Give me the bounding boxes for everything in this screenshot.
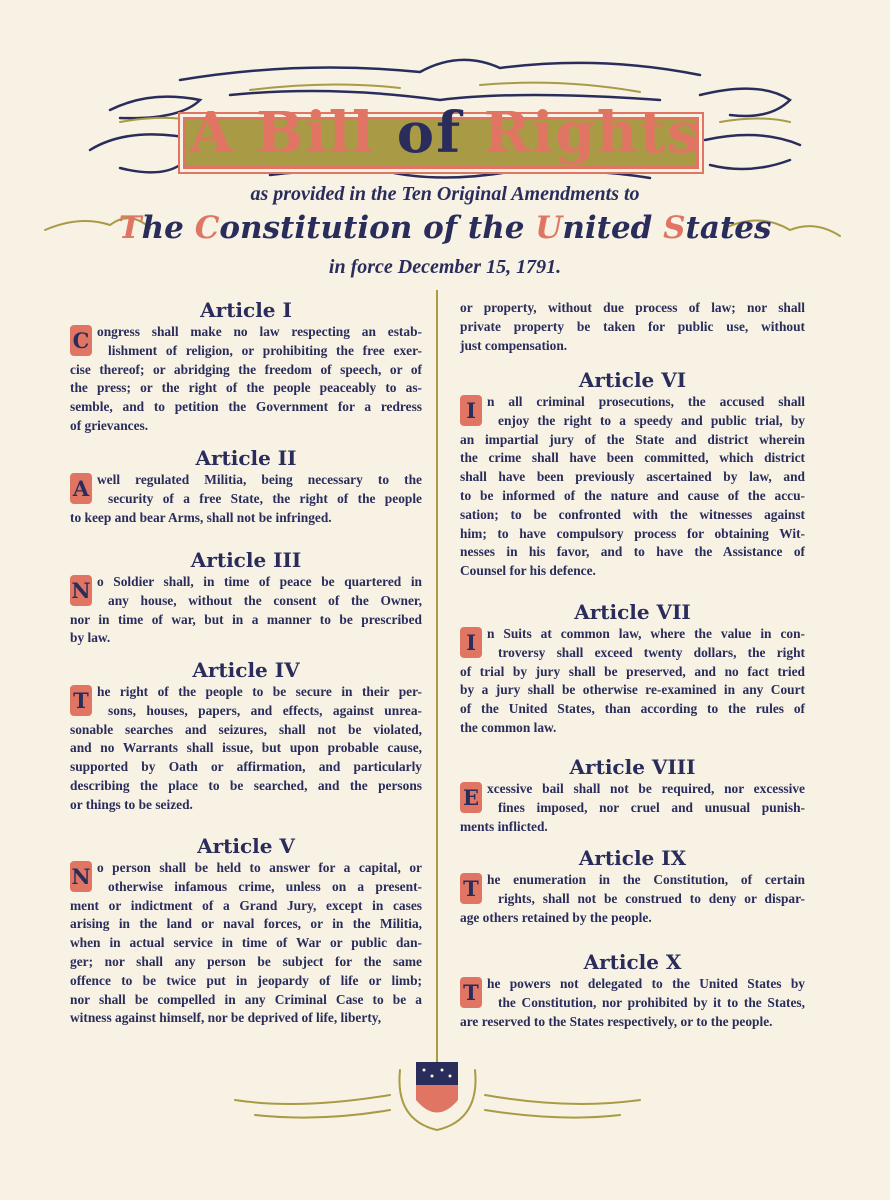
- drop-cap: E: [460, 782, 482, 813]
- text-line: nor shall be compelled in any Criminal Case to be a: [70, 991, 422, 1007]
- text-line: by a jury shall be otherwise re-examined in any Court: [460, 682, 805, 698]
- article-text: [460, 393, 805, 581]
- text-line: witness against himself, nor be deprived of life, liberty,: [70, 1010, 382, 1026]
- drop-cap: I: [460, 627, 482, 658]
- text-line: to keep and bear Arms, shall not be infringed.: [70, 509, 332, 525]
- article-v-continuation: [460, 299, 805, 355]
- article-text: [70, 683, 422, 815]
- article-5: [70, 833, 422, 1028]
- text-line: age others retained by the people.: [460, 909, 652, 925]
- text-line: Counsel for his defence.: [460, 563, 596, 579]
- text-line: security of a free State, the right of the people: [108, 490, 422, 506]
- text-line: the press; or the right of the people peaceably to as-: [70, 380, 422, 396]
- text-line: ongress shall make no law respecting an estab-: [97, 324, 422, 339]
- text-line: ger; nor shall any person be subject for the same: [70, 953, 422, 969]
- text-line: ment or indictment of a Grand Jury, except in cases: [70, 897, 422, 913]
- text-line: fines imposed, nor cruel and unusual punish-: [498, 799, 805, 815]
- text-line: sation; to be confronted with the witnesses against: [460, 506, 805, 522]
- title-part: Rights: [483, 100, 701, 166]
- text-line: xcessive bail shall not be required, nor excessive: [487, 781, 805, 796]
- article-heading: Article II: [195, 446, 297, 470]
- text-line: of trial by jury shall be preserved, and no fact tried: [460, 663, 805, 679]
- article-3: [70, 547, 422, 648]
- title-part: Bill: [256, 100, 376, 166]
- text-line: when in actual service in time of War or public dan-: [70, 935, 422, 951]
- drop-cap: N: [70, 575, 92, 606]
- drop-cap: C: [70, 325, 92, 356]
- article-text: [460, 975, 805, 1031]
- text-line: arising in the land or naval forces, or in the Militia,: [70, 916, 422, 932]
- article-1: [70, 297, 422, 436]
- text-line: describing the place to be searched, and the persons: [70, 777, 422, 793]
- right-column: [460, 0, 805, 1100]
- article-6: [460, 367, 805, 581]
- text-line: supported by Oath or affirmation, and particularly: [70, 759, 422, 775]
- heading-part: tates: [685, 210, 772, 246]
- title-part: of: [375, 100, 484, 166]
- text-line: rights, shall not be construed to deny or dispar-: [498, 890, 805, 906]
- article-4: [70, 657, 422, 815]
- article-8: [460, 754, 805, 836]
- text-line: to be informed of the nature and cause of the accu-: [460, 487, 805, 503]
- heading-part: he: [141, 210, 195, 246]
- text-line: n all criminal prosecutions, the accused shall: [487, 394, 805, 409]
- article-heading: Article V: [197, 834, 295, 858]
- article-heading: Article X: [583, 950, 682, 974]
- text-line: sons, houses, papers, and effects, against unrea-: [108, 702, 422, 718]
- article-text: [460, 625, 805, 738]
- article-10: [460, 949, 805, 1031]
- heading-part: T: [118, 210, 142, 246]
- title-part: A: [189, 100, 257, 166]
- text-line: him; to have compulsory process for obtaining Wit-: [460, 525, 805, 541]
- text-line: private property be taken for public use, without: [460, 318, 805, 334]
- article-text: [70, 323, 422, 436]
- text-line: otherwise infamous crime, unless on a present-: [108, 878, 422, 894]
- article-heading: Article IV: [192, 658, 300, 682]
- drop-cap: T: [70, 685, 92, 716]
- text-line: he powers not delegated to the United States by: [487, 976, 805, 991]
- text-line: lishment of religion, or prohibiting the free exer-: [108, 342, 422, 358]
- article-heading: Article IX: [578, 846, 687, 870]
- text-line: of grievances.: [70, 417, 149, 433]
- article-heading: Article VII: [574, 600, 691, 624]
- text-line: of the United States, than according to the rules of: [460, 701, 805, 717]
- heading-part: nited: [562, 210, 664, 246]
- drop-cap: A: [70, 473, 92, 504]
- text-line: and no Warrants shall issue, but upon probable cause,: [70, 740, 422, 756]
- text-line: the Constitution, nor prohibited by it to the States,: [498, 994, 805, 1010]
- heading-part: U: [535, 210, 563, 246]
- text-line: nor in time of war, but in a manner to be prescribed: [70, 611, 422, 627]
- text-line: an impartial jury of the State and district wherein: [460, 431, 805, 447]
- article-heading: Article III: [190, 548, 302, 572]
- drop-cap: I: [460, 395, 482, 426]
- subtitle: as provided in the Ten Original Amendments to: [250, 183, 640, 205]
- text-line: o Soldier shall, in time of peace be quartered in: [97, 574, 422, 589]
- left-column: [70, 0, 422, 1100]
- text-line: are reserved to the States respectively, or to the people.: [460, 1013, 773, 1029]
- heading-part: C: [194, 210, 220, 246]
- text-line: or things to be seized.: [70, 796, 193, 812]
- column-divider: [436, 290, 438, 1060]
- text-line: just compensation.: [460, 337, 568, 353]
- text-line: cise thereof; or abridging the freedom of speech, or of: [70, 361, 422, 377]
- article-text: [70, 859, 422, 1028]
- article-7: [460, 599, 805, 738]
- article-heading: Article VI: [578, 368, 687, 392]
- article-text: [70, 573, 422, 648]
- effective-date: in force December 15, 1791.: [328, 256, 562, 278]
- heading-part: S: [663, 210, 686, 246]
- text-line: well regulated Militia, being necessary to the: [97, 472, 422, 487]
- text-line: offence to be twice put in jeopardy of life or limb;: [70, 972, 422, 988]
- drop-cap: T: [460, 977, 482, 1008]
- text-line: or property, without due process of law; nor shall: [460, 300, 805, 315]
- heading-part: onstitution of the: [219, 210, 536, 246]
- text-line: shall have been previously ascertained by law, and: [460, 469, 805, 485]
- text-line: ments inflicted.: [460, 818, 548, 834]
- article-2: [70, 445, 422, 527]
- text-line: he enumeration in the Constitution, of certain: [487, 872, 805, 887]
- text-line: troversy shall exceed twenty dollars, the right: [498, 644, 805, 660]
- article-text: [460, 780, 805, 836]
- text-line: the crime shall have been committed, which district: [460, 450, 805, 466]
- text-line: o person shall be held to answer for a capital, or: [97, 860, 422, 875]
- text-line: by law.: [70, 630, 111, 646]
- drop-cap: N: [70, 861, 92, 892]
- article-heading: Article I: [200, 298, 292, 322]
- text-line: any house, without the consent of the Owner,: [108, 592, 422, 608]
- text-line: n Suits at common law, where the value in con-: [487, 626, 805, 641]
- article-text: [460, 871, 805, 927]
- drop-cap: T: [460, 873, 482, 904]
- text-line: sonable searches and seizures, shall not be violated,: [70, 721, 422, 737]
- article-9: [460, 845, 805, 927]
- text-line: semble, and to petition the Government for a redress: [70, 399, 422, 415]
- article-heading: Article VIII: [569, 755, 696, 779]
- text-line: nesses in his favor, and to have the Assistance of: [460, 544, 805, 560]
- text-line: the common law.: [460, 719, 557, 735]
- article-text: [70, 471, 422, 527]
- text-line: enjoy the right to a speedy and public trial, by: [498, 412, 805, 428]
- text-line: he right of the people to be secure in their per-: [97, 684, 422, 699]
